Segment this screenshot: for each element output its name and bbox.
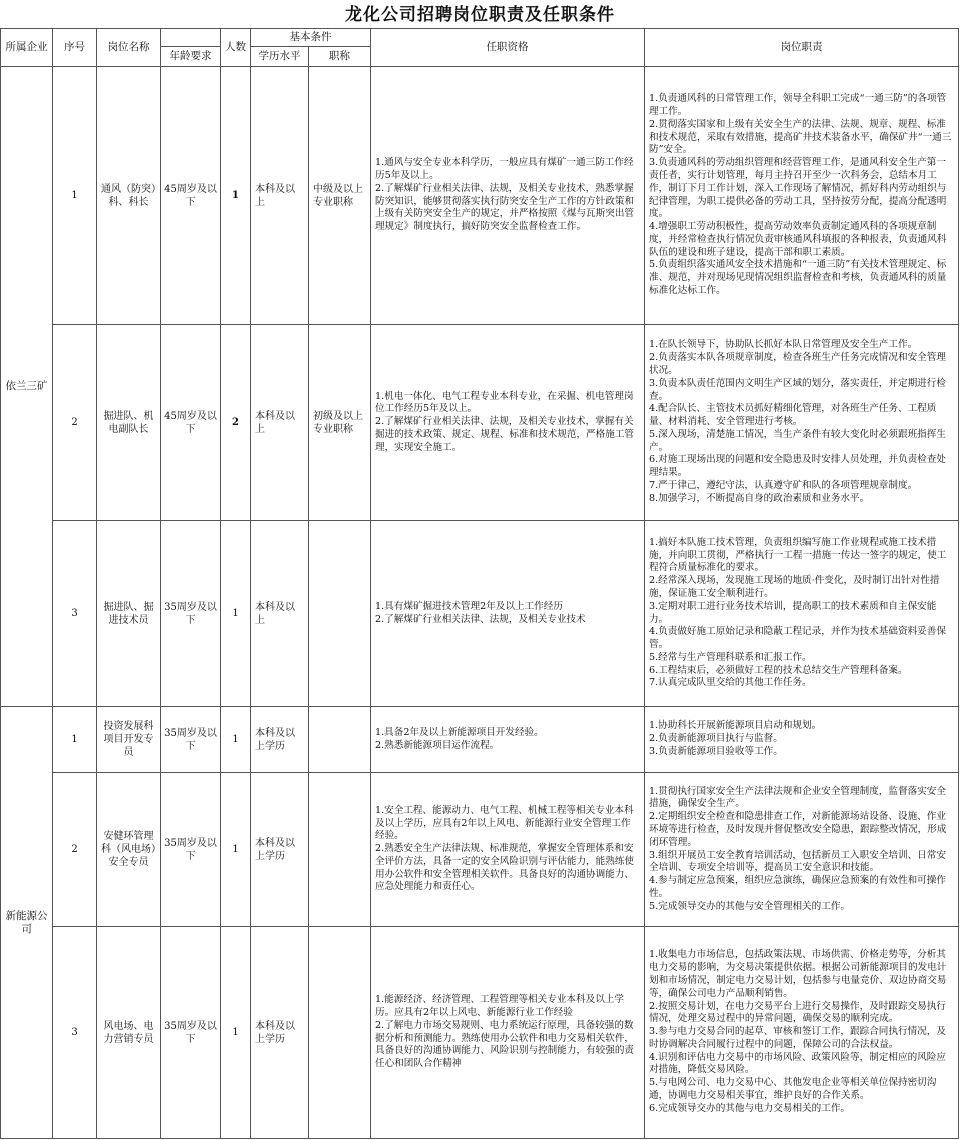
header-basic: 基本条件 [251, 29, 371, 47]
position-cell: 通风（防突）科、科长 [97, 67, 161, 325]
seq-cell: 1 [53, 67, 97, 325]
seq-cell: 3 [53, 927, 97, 1139]
title-cell: 中级及以上专业职称 [309, 67, 371, 325]
header-basic-spacer [161, 29, 221, 47]
duties-cell [645, 521, 959, 707]
duty-line: 1.搞好本队施工技术管理，负责组织编写施工作业规程或施工技术措施，并向职工贯彻，严格执行一工程一措施一传达一签字的规定，使工程符合质量标准化的要求。 [649, 536, 947, 574]
duties-cell [645, 67, 959, 325]
duty-line: 1.在队长领导下，协助队长抓好本队日常管理及安全生产工作。 [649, 339, 918, 351]
requirements-cell [371, 325, 645, 521]
requirements-cell [371, 773, 645, 927]
requirements-cell [371, 67, 645, 325]
header-qualification: 任职资格 [371, 29, 645, 67]
company-cell: 新能源公司 [1, 707, 53, 1139]
requirement-line: 1.通风与安全专业本科学历，一般应具有煤矿一通三防工作经历5年及以上。 [375, 157, 634, 181]
count-cell: 1 [221, 773, 251, 927]
requirements-cell [371, 521, 645, 707]
duties-cell [645, 325, 959, 521]
duty-line: 3.负责本队责任范围内文明生产区域的划分，落实责任，并定期进行检查。 [649, 377, 946, 402]
duty-line: 3.定期对职工进行业务技术培训，提高职工的技术素质和自主保安能力。 [649, 600, 937, 625]
education-cell: 本科及以上学历 [251, 927, 309, 1139]
duties-cell [645, 707, 959, 773]
duty-line: 4.增强职工劳动积极性，提高劳动效率负责制定通风科的各项规章制度，并经常检查执行情况负责审核通风科填报的各种报表，负责通风科队伍的建设和班子建设，提高干部和职工素质。 [649, 221, 947, 258]
requirements-cell [371, 927, 645, 1139]
header-count: 人数 [221, 29, 251, 67]
title-cell [309, 707, 371, 773]
table-row [1, 521, 959, 707]
position-cell: 风电场、电力营销专员 [97, 927, 161, 1139]
duty-line: 5.经常与生产管理科联系和汇报工作。 [649, 651, 812, 663]
requirement-line: 1.具备2年及以上新能源项目开发经验。 [375, 726, 544, 738]
seq-cell: 1 [53, 707, 97, 773]
requirement-line: 2.熟悉新能源项目运作流程。 [375, 739, 500, 751]
recruitment-table [0, 28, 959, 1139]
position-cell: 掘进队、掘进技术员 [97, 521, 161, 707]
table-row [1, 67, 959, 325]
duty-line: 7.认真完成队里交给的其他工作任务。 [649, 677, 812, 689]
requirement-line: 1.能源经济、经济管理、工程管理等相关专业本科及以上学历。应具有2年以上风电、新能源行业工作经验 [375, 994, 624, 1018]
header-title: 职称 [309, 47, 371, 67]
count-cell: 1 [221, 707, 251, 773]
duty-line: 5.深入现场，清楚施工情况，当生产条件有较大变化时必须跟班指挥生产。 [649, 428, 946, 453]
position-cell: 投资发展科项目开发专员 [97, 707, 161, 773]
count-cell: 1 [221, 521, 251, 707]
requirement-line: 2.了解煤矿行业相关法律、法规，及相关专业技术，熟悉掌握防突知识，能够贯彻落实执行防突安全生产工作的方针政策和上级有关防突安全生产的规定，并严格按照《煤与瓦斯突出管理规定》制度执行，搞好防突安全监督检查工作。 [375, 182, 635, 233]
education-cell: 本科及以上学历 [251, 773, 309, 927]
age-cell: 35周岁及以下 [161, 927, 221, 1139]
table-row [1, 927, 959, 1139]
seq-cell: 2 [53, 325, 97, 521]
count-cell: 1 [221, 927, 251, 1139]
education-cell: 本科及以上 [251, 521, 309, 707]
table-row [1, 773, 959, 927]
title-cell [309, 927, 371, 1139]
duty-line: 5.负责组织落实通风安全技术措施和“一通三防”有关技术管理规定、标准、规范，并对现场见现情况组织监督检查和考核，负责通风科的质量标准化达标工作。 [649, 259, 947, 297]
duty-line: 1.负责通风科的日常管理工作，领导全科职工完成“一通三防”的各项管理工作。 [649, 93, 947, 117]
age-cell: 35周岁及以下 [161, 707, 221, 773]
requirement-line: 1.机电一体化、电气工程专业本科专业，在采掘、机电管理岗位工作经历5年及以上。 [375, 390, 634, 415]
age-cell: 35周岁及以下 [161, 773, 221, 927]
duty-line: 1.协助科长开展新能源项目启动和规划。 [649, 720, 822, 732]
duty-line: 3.组织开展员工安全教育培训活动，包括新员工入职安全培训、日常安全培训、专项安全培训等，提高员工安全意识和技能。 [649, 849, 946, 874]
header-education: 学历水平 [251, 47, 309, 67]
header-seq: 序号 [53, 29, 97, 67]
duty-line: 2.定期组织安全检查和隐患排查工作，对新能源场站设备、设施、作业环境等进行检查，及时发现并督促整改安全隐患，跟踪整改情况，形成闭环管理。 [649, 811, 947, 848]
requirement-line: 1.具有煤矿掘进技术管理2年及以上工作经历 [375, 600, 563, 612]
requirement-line: 1.安全工程、能源动力、电气工程、机械工程等相关专业本科及以上学历，应具有2年以上风电、新能源行业安全管理工作经验。 [375, 804, 634, 842]
age-cell: 35周岁及以下 [161, 521, 221, 707]
education-cell: 本科及以上学历 [251, 707, 309, 773]
header-position: 岗位名称 [97, 29, 161, 67]
duty-line: 2.负责新能源项目执行与监督。 [649, 733, 783, 745]
duty-line: 3.负责新能源项目验收等工作。 [649, 745, 783, 757]
header-duty: 岗位职责 [645, 29, 959, 67]
duty-line: 6.工程结束后，必须做好工程的技术总结交生产管理科备案。 [649, 664, 908, 676]
education-cell: 本科及以上 [251, 325, 309, 521]
position-cell: 掘进队、机电副队长 [97, 325, 161, 521]
age-cell: 45周岁及以下 [161, 325, 221, 521]
duty-line: 4.负责做好施工原始记录和隐蔽工程记录，并作为技术基础资料妥善保管。 [649, 626, 946, 651]
company-cell: 依兰三矿 [1, 67, 53, 707]
duty-line: 1.收集电力市场信息，包括政策法规、市场供需、价格走势等，分析其电力交易的影响，为交易决策提供依据。根据公司新能源项目的发电计划和市场情况，制定电力交易计划，包括参与电量竞价、双边协商交易等，确保公司电力产品顺利销售。 [649, 949, 947, 999]
duty-line: 3.负责通风科的劳动组织管理和经营管理工作，是通风科安全生产第一责任者，实行计划管理，每月主持召开至少一次科务会，总结本月工作，制订下月工作计划，深入工作现场了解情况，抓好科内劳动组织与纪律管理，为职工提供必备的劳动工具，坚持按劳分配，提高分配透明度。 [649, 157, 947, 220]
count-cell: 2 [221, 325, 251, 521]
duty-line: 4.参与制定应急预案，组织应急演练，确保应急预案的有效性和可操作性。 [649, 875, 946, 899]
requirement-line: 2.了解煤矿行业相关法律、法规，及相关专业技术，掌握有关掘进的技术政策、规定、规程、标准和技术规范，严格施工管理，实现安全施工。 [375, 416, 635, 453]
duty-line: 1.贯彻执行国家安全生产法律法规和企业安全管理制度，监督落实安全措施，确保安全生产。 [649, 785, 946, 810]
requirements-cell [371, 707, 645, 773]
title-cell: 初级及以上专业职称 [309, 325, 371, 521]
seq-cell: 2 [53, 773, 97, 927]
duty-line: 4.识别和评估电力交易中的市场风险、政策风险等，制定相应的风险应对措施，降低交易风险。 [649, 1051, 946, 1076]
duties-cell [645, 773, 959, 927]
title-cell [309, 773, 371, 927]
duty-line: 5.完成领导交办的其他与安全管理相关的工作。 [649, 900, 851, 912]
duty-line: 2.按照交易计划，在电力交易平台上进行交易操作，及时跟踪交易执行情况，处理交易过程中的异常问题，确保交易的顺利完成。 [649, 1000, 946, 1025]
duty-line: 2.贯彻落实国家和上级有关安全生产的法律、法规、规章、规程、标准和技术规范，采取有效措施，提高矿井技术装备水平，确保矿井“一通三防”安全。 [649, 118, 952, 156]
requirement-line: 2.熟悉安全生产法律法规、标准规范，掌握安全管理体系和安全评价方法，具备一定的安全风险识别与评估能力，能熟练使用办公软件和安全管理相关软件。具备良好的沟通协调能力、应急处理能力和责任心。 [375, 843, 635, 893]
requirement-line: 2.了解电力市场交易规则、电力系统运行原理，具备较强的数据分析和预测能力。熟练使用办公软件和电力交易相关软件，具备良好的沟通协调能力、风险识别与控制能力，有较强的责任心和团队合作精神 [375, 1019, 635, 1070]
header-company: 所属企业 [1, 29, 53, 67]
table-row [1, 325, 959, 521]
page-title: 龙化公司招聘岗位职责及任职条件 [345, 5, 615, 25]
duty-line: 2.经常深入现场，发现施工现场的地质·件变化，及时制订出针对性措施，保证施工安全顺利进行。 [649, 575, 940, 599]
header-age: 年龄要求 [161, 47, 221, 67]
age-cell: 45周岁及以下 [161, 67, 221, 325]
duty-line: 8.加强学习，不断提高自身的政治素质和业务水平。 [649, 492, 870, 504]
duty-line: 5.与电网公司、电力交易中心、其他发电企业等相关单位保持密切沟通，协调电力交易相关事宜，维护良好的合作关系。 [649, 1077, 937, 1102]
duty-line: 4.配合队长、主管技术员抓好精细化管理，对各班生产任务、工程质量、材料消耗、安全管理进行考核。 [649, 403, 937, 428]
count-cell: 1 [221, 67, 251, 325]
seq-cell: 3 [53, 521, 97, 707]
duty-line: 6.对施工现场出现的问题和安全隐患及时安排人员处理，并负责检查处理结果。 [649, 454, 946, 479]
duty-line: 6.完成领导交办的其他与电力交易相关的工作。 [649, 1102, 851, 1114]
table-row [1, 707, 959, 773]
title-cell [309, 521, 371, 707]
duty-line: 2.负责落实本队各项规章制度，检查各班生产任务完成情况和安全管理状况。 [649, 352, 946, 376]
requirement-line: 2.了解煤矿行业相关法律、法规，及相关专业技术 [375, 613, 586, 625]
education-cell: 本科及以上 [251, 67, 309, 325]
duty-line: 7.严于律己，遵纪守法，认真遵守矿和队的各项管理规章制度。 [649, 480, 918, 492]
position-cell: 安健环管理科（风电场）安全专员 [97, 773, 161, 927]
duties-cell [645, 927, 959, 1139]
duty-line: 3.参与电力交易合同的起草、审核和签订工作，跟踪合同执行情况，及时协调解决合同履行过程中的问题，保障公司的合法权益。 [649, 1026, 946, 1050]
